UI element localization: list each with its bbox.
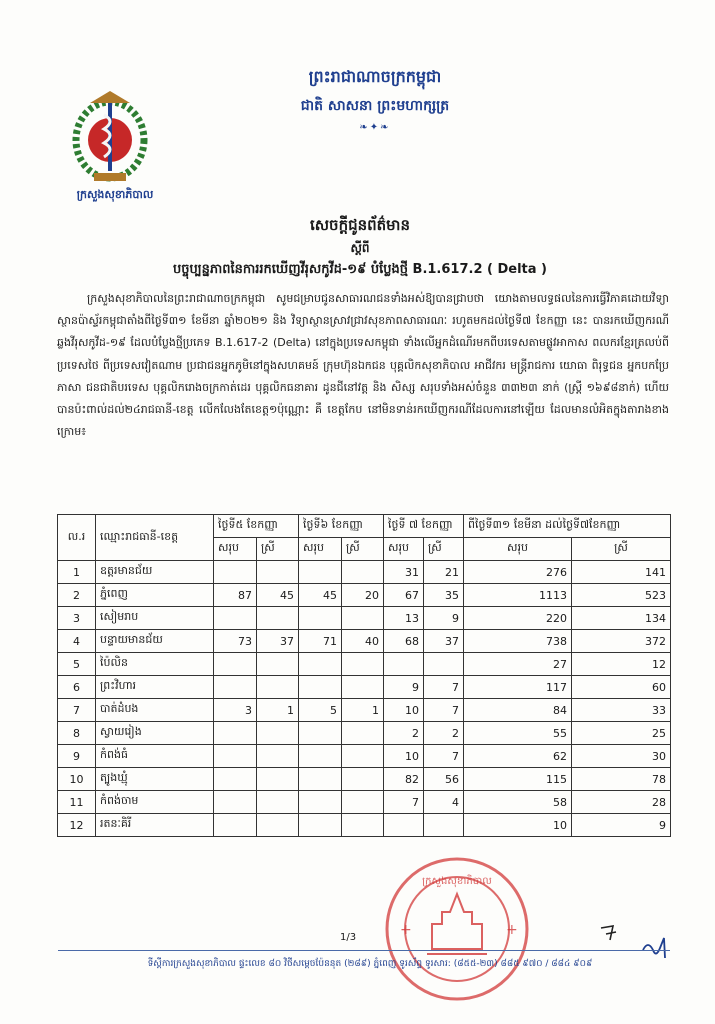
- cell-cum-total: 84: [464, 699, 572, 722]
- cell-d5-total: 73: [214, 630, 257, 653]
- cell-cum-female: 28: [572, 791, 671, 814]
- cell-d5-total: [214, 768, 257, 791]
- cell-province: រតនៈគិរី: [96, 814, 214, 837]
- cell-d7-female: 7: [424, 676, 464, 699]
- cell-province: បន្ទាយមានជ័យ: [96, 630, 214, 653]
- cell-d6-female: 1: [342, 699, 384, 722]
- cell-d7-female: 9: [424, 607, 464, 630]
- cell-d6-total: 45: [299, 584, 342, 607]
- cell-d6-female: [342, 791, 384, 814]
- cell-d5-total: 3: [214, 699, 257, 722]
- cell-cum-total: 738: [464, 630, 572, 653]
- cell-no: 12: [58, 814, 96, 837]
- cell-d7-female: 37: [424, 630, 464, 653]
- cell-cum-female: 523: [572, 584, 671, 607]
- cell-d7-female: 56: [424, 768, 464, 791]
- cell-d5-total: [214, 561, 257, 584]
- table-row: [58, 745, 671, 768]
- cell-province: ស្វាយរៀង: [96, 722, 214, 745]
- cell-d6-total: 5: [299, 699, 342, 722]
- header-cumulative: ពីថ្ងៃទី៣១ ខែមីនា ដល់ថ្ងៃទី៧ខែកញ្ញា: [464, 515, 671, 538]
- signature-mark: [598, 922, 620, 944]
- cell-d5-female: [257, 676, 299, 699]
- cell-d7-female: 35: [424, 584, 464, 607]
- cell-d7-female: 7: [424, 745, 464, 768]
- header-province: ឈ្មោះរាជធានី-ខេត្ត: [96, 515, 214, 561]
- cell-no: 4: [58, 630, 96, 653]
- cell-d6-total: [299, 745, 342, 768]
- cell-d7-total: 9: [384, 676, 424, 699]
- header-no: ល.រ: [58, 515, 96, 561]
- cell-cum-total: 220: [464, 607, 572, 630]
- table-row: [58, 814, 671, 837]
- cell-d6-female: [342, 676, 384, 699]
- cell-d5-female: 1: [257, 699, 299, 722]
- document-title: សេចក្តីជូនព័ត៌មាន: [310, 216, 410, 234]
- cell-no: 1: [58, 561, 96, 584]
- cell-d7-total: 10: [384, 699, 424, 722]
- document-subject: ស្តីពី: [350, 241, 370, 255]
- cell-province: ត្បូងឃ្មុំ: [96, 768, 214, 791]
- header-ornament: ❧✦❧: [359, 122, 391, 133]
- cell-d6-female: [342, 653, 384, 676]
- cases-table: [57, 514, 671, 837]
- cell-cum-female: 9: [572, 814, 671, 837]
- cell-cum-female: 141: [572, 561, 671, 584]
- cell-province: ឧត្តរមានជ័យ: [96, 561, 214, 584]
- table-row: [58, 584, 671, 607]
- cell-d7-total: [384, 653, 424, 676]
- cell-d7-female: 2: [424, 722, 464, 745]
- cell-cum-total: 55: [464, 722, 572, 745]
- cell-no: 9: [58, 745, 96, 768]
- cell-province: កំពង់ចាម: [96, 791, 214, 814]
- cell-d5-female: [257, 814, 299, 837]
- cell-d6-total: [299, 676, 342, 699]
- cell-d7-total: 67: [384, 584, 424, 607]
- cell-d6-total: [299, 561, 342, 584]
- cell-no: 2: [58, 584, 96, 607]
- page-number: 1/3: [340, 932, 357, 943]
- cell-province: សៀមរាប: [96, 607, 214, 630]
- cell-d5-female: 37: [257, 630, 299, 653]
- ministry-logo: [60, 85, 160, 190]
- table-row: [58, 607, 671, 630]
- cell-d6-female: [342, 814, 384, 837]
- cell-d6-total: 71: [299, 630, 342, 653]
- subheader-female: ស្រី: [257, 538, 299, 561]
- cell-no: 7: [58, 699, 96, 722]
- header-date-6: ថ្ងៃទី៦ ខែកញ្ញា: [299, 515, 384, 538]
- table-row: [58, 722, 671, 745]
- cell-province: ប៉ៃលិន: [96, 653, 214, 676]
- cell-province: បាត់ដំបង: [96, 699, 214, 722]
- cell-d5-total: [214, 607, 257, 630]
- table-row: [58, 791, 671, 814]
- cell-cum-total: 62: [464, 745, 572, 768]
- cell-cum-total: 117: [464, 676, 572, 699]
- svg-text:+: +: [506, 922, 518, 938]
- cell-d5-female: [257, 745, 299, 768]
- footer-address: ទីស្តីការក្រសួងសុខាភិបាល ផ្ទះលេខ ៨០ វិថីសម្តេចប៉ែននុត (២៨៩) ភ្នំពេញ ទូរស័ព្ទ ទូរសារ: (៨៥៥-២៣) ៨៨៥ ៩៧០ / ៨៨៤ ៩០៩: [147, 959, 593, 969]
- table-row: [58, 630, 671, 653]
- national-motto: ជាតិ សាសនា ព្រះមហាក្សត្រ: [300, 98, 450, 114]
- cell-d6-female: [342, 607, 384, 630]
- cell-d6-female: 20: [342, 584, 384, 607]
- cell-d7-total: 31: [384, 561, 424, 584]
- cell-d5-female: [257, 653, 299, 676]
- cell-d6-total: [299, 791, 342, 814]
- cell-d6-female: [342, 745, 384, 768]
- cell-d7-female: 7: [424, 699, 464, 722]
- header-date-7: ថ្ងៃទី ៧ ខែកញ្ញា: [384, 515, 464, 538]
- cell-cum-female: 30: [572, 745, 671, 768]
- cell-d6-total: [299, 814, 342, 837]
- document-heading: បច្ចុប្បន្នភាពនៃការរកឃើញវីរុសកូវីដ-១៩ បំប្លែងថ្មី B.1.617.2 ( Delta ): [173, 262, 547, 277]
- subheader-female: ស្រី: [572, 538, 671, 561]
- official-stamp: [382, 854, 532, 1004]
- svg-text:+: +: [400, 922, 412, 938]
- cell-cum-total: 115: [464, 768, 572, 791]
- cell-no: 5: [58, 653, 96, 676]
- cell-d7-total: 68: [384, 630, 424, 653]
- subheader-total: សរុប: [384, 538, 424, 561]
- cell-cum-female: 33: [572, 699, 671, 722]
- cell-cum-total: 276: [464, 561, 572, 584]
- cell-d6-female: [342, 561, 384, 584]
- table-row: [58, 768, 671, 791]
- cell-d6-female: [342, 768, 384, 791]
- cell-cum-female: 12: [572, 653, 671, 676]
- cell-no: 6: [58, 676, 96, 699]
- cell-d5-female: [257, 561, 299, 584]
- cell-province: កំពង់ធំ: [96, 745, 214, 768]
- stamp-text: ក្រសួងសុខាភិបាល: [422, 876, 492, 887]
- cell-cum-female: 78: [572, 768, 671, 791]
- cell-d5-total: [214, 745, 257, 768]
- cell-d5-total: [214, 814, 257, 837]
- cell-cum-female: 60: [572, 676, 671, 699]
- kingdom-title: ព្រះរាជាណាចក្រកម្ពុជា: [308, 67, 442, 86]
- cell-d7-female: 21: [424, 561, 464, 584]
- cell-cum-total: 1113: [464, 584, 572, 607]
- cell-d5-female: [257, 607, 299, 630]
- cell-no: 8: [58, 722, 96, 745]
- cell-d6-total: [299, 768, 342, 791]
- ministry-name: ក្រសួងសុខាភិបាល: [76, 188, 154, 201]
- table-row: [58, 699, 671, 722]
- cell-d5-total: [214, 722, 257, 745]
- table-body: [58, 561, 671, 837]
- cell-d7-total: [384, 814, 424, 837]
- cell-cum-total: 58: [464, 791, 572, 814]
- cell-cum-total: 27: [464, 653, 572, 676]
- footer-divider: [58, 950, 670, 951]
- table-row: [58, 653, 671, 676]
- cell-d7-total: 82: [384, 768, 424, 791]
- body-paragraph: ក្រសួងសុខាភិបាលនៃព្រះរាជាណាចក្រកម្ពុជា សូមជម្រាបជូនសាធារណជនទាំងអស់ឱ្យបានជ្រាបថា យោងតាមលទ្ធផលនៃការធ្វើវិភាគដោយវិទ្យាស្ថានប៉ាស្ទ័រកម្ពុជាតាំងពីថ្ងៃទី៣១ ខែមីនា ឆ្នាំ២០២១ និង វិទ្យាស្ថានស្រាវជ្រាវសុខភាពសាធារណៈ រហូតមកដល់ថ្ងៃទី៧ ខែកញ្ញា នេះ បានរកឃើញករណីឆ្លងវីរុសកូវីដ-១៩ ដែលបំប្លែងថ្មីប្រភេទ B.1.617-2 (Delta) នៅក្នុងប្រទេសកម្ពុជា ទាំងលើអ្នកដំណើរមកពីបរទេសតាមផ្លូវអាកាស ពលករខ្មែរត្រលប់ពីប្រទេសថៃ ពីប្រទេសវៀតណាម ប្រជាជនអ្នកភូមិនៅក្នុងសហគមន៍ ក្រុមហ៊ុនឯកជន បុគ្គលិកសុខាភិបាល អាជីវករ មន្ត្រីរាជការ យោធា ពិរុទ្ធជន អ្នកបកប្រែភាសា ជនជាតិបរទេស បុគ្គលិករោងចក្រកាត់ដេរ បុគ្គលិកធនាគារ ដូនជីនៅវត្ត និង សិស្ស សរុបទាំងអស់ចំនួន ៣៣២៣ នាក់ (ស្ត្រី ១៦៩៨នាក់) ហើយបានប៉ះពាល់ដល់២៤រាជធានី-ខេត្ត លើកលែងតែខេត្ត១ប៉ុណ្ណោះ គឺ ខេត្តកែប នៅមិនទាន់រកឃើញករណីដែលការនៅឡើយ ដែលមានលំអិតក្នុងតារាងខាងក្រោម៖: [57, 292, 669, 439]
- cell-d7-female: [424, 653, 464, 676]
- cell-d7-total: 10: [384, 745, 424, 768]
- cell-cum-female: 134: [572, 607, 671, 630]
- cell-d7-total: 2: [384, 722, 424, 745]
- cell-d5-female: [257, 791, 299, 814]
- subheader-total: សរុប: [214, 538, 257, 561]
- cell-d5-total: [214, 791, 257, 814]
- cell-d7-total: 13: [384, 607, 424, 630]
- subheader-female: ស្រី: [342, 538, 384, 561]
- cell-d6-female: [342, 722, 384, 745]
- subheader-total: សរុប: [299, 538, 342, 561]
- cell-cum-female: 25: [572, 722, 671, 745]
- cell-d5-total: [214, 653, 257, 676]
- cell-d6-total: [299, 653, 342, 676]
- cell-d7-total: 7: [384, 791, 424, 814]
- cell-d5-total: 87: [214, 584, 257, 607]
- table-row: [58, 561, 671, 584]
- table-row: [58, 676, 671, 699]
- cell-d6-female: 40: [342, 630, 384, 653]
- header-date-5: ថ្ងៃទី៥ ខែកញ្ញា: [214, 515, 299, 538]
- cell-d6-total: [299, 722, 342, 745]
- cell-cum-female: 372: [572, 630, 671, 653]
- cell-d5-female: 45: [257, 584, 299, 607]
- cell-d5-total: [214, 676, 257, 699]
- cell-d5-female: [257, 722, 299, 745]
- subheader-total: សរុប: [464, 538, 572, 561]
- cell-no: 3: [58, 607, 96, 630]
- subheader-female: ស្រី: [424, 538, 464, 561]
- cell-province: ភ្នំពេញ: [96, 584, 214, 607]
- cell-no: 10: [58, 768, 96, 791]
- cell-d7-female: [424, 814, 464, 837]
- cell-d5-female: [257, 768, 299, 791]
- cell-cum-total: 10: [464, 814, 572, 837]
- cell-d6-total: [299, 607, 342, 630]
- cell-province: ព្រះវិហារ: [96, 676, 214, 699]
- cell-d7-female: 4: [424, 791, 464, 814]
- cell-no: 11: [58, 791, 96, 814]
